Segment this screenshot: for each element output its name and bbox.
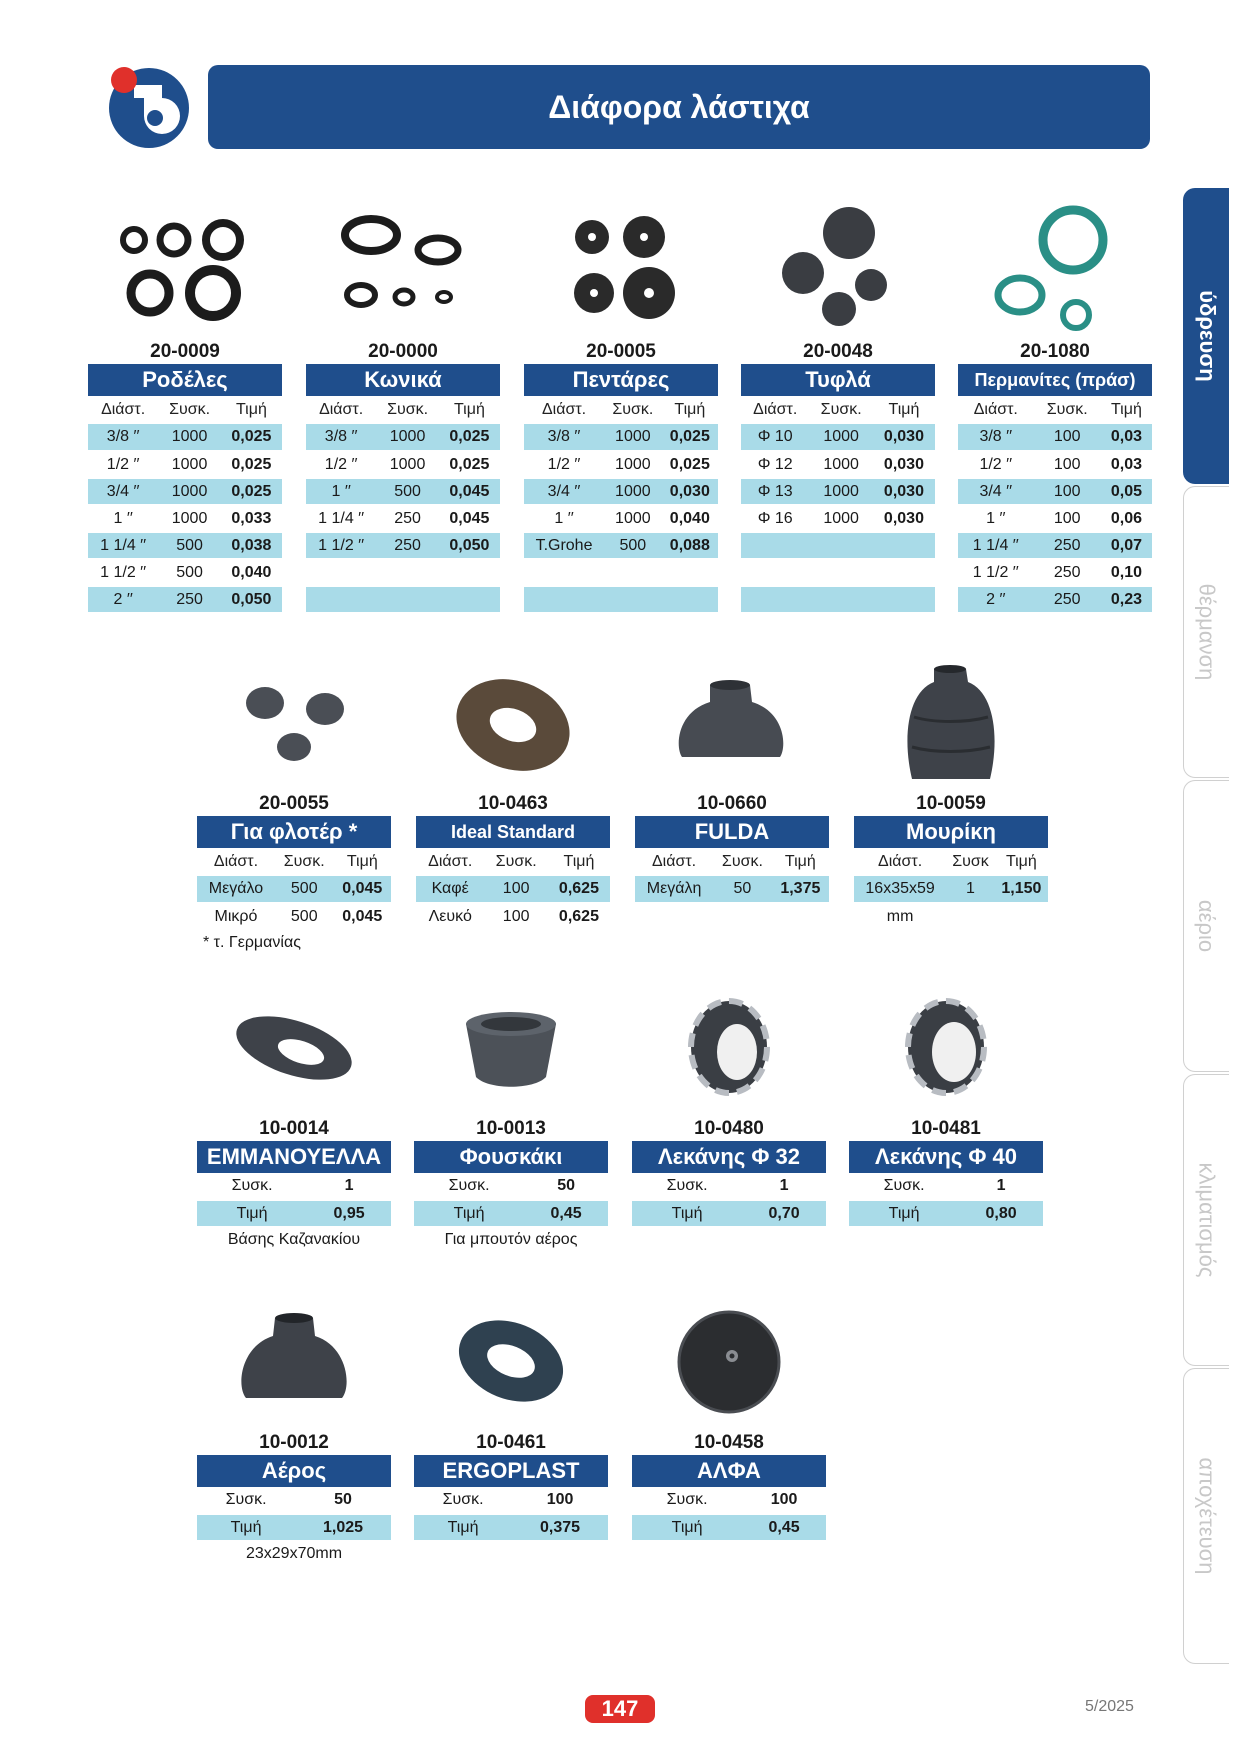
product-card [88, 205, 282, 614]
table-row [524, 586, 718, 613]
tab-klimatismos[interactable]: κλιματισμός [1183, 1074, 1229, 1366]
air-cone-rubber-image [197, 1296, 391, 1431]
page-title: Διάφορα λάστιχα [208, 65, 1150, 149]
table-row: 1 1/4 ′′ 250 0,045 [306, 505, 500, 532]
product-code: 10-0012 [259, 1432, 329, 1453]
blind-discs-image [741, 205, 935, 340]
table-row: Λευκό 100 0,625 [416, 903, 610, 930]
product-card [741, 205, 935, 614]
table-row: Συσκ. 100 [632, 1487, 826, 1514]
table-row: 1 1/4 ′′ 250 0,07 [958, 532, 1152, 559]
brown-ring-gasket-image [416, 657, 610, 792]
product-code: 20-0055 [259, 793, 329, 814]
product-name: Τυφλά [741, 364, 935, 396]
product-code: 10-0458 [694, 1432, 764, 1453]
table-row: Τιμή 0,45 [632, 1514, 826, 1541]
table-row: Συσκ. 50 [197, 1487, 391, 1514]
product-code: 20-0048 [803, 341, 873, 362]
product-name: Μουρίκη [854, 816, 1048, 848]
product-card [632, 982, 826, 1228]
table-row: Τιμή 0,70 [632, 1200, 826, 1227]
product-name: Ideal Standard [416, 816, 610, 848]
table-row: 3/8 ′′ 100 0,03 [958, 424, 1152, 451]
table-row [635, 903, 829, 930]
spec-table: Διάστ. Συσκ. Τιμή Μεγάλη 50 1,375 [635, 848, 829, 931]
table-row [306, 586, 500, 613]
table-row: 3/8 ′′ 1000 0,025 [524, 424, 718, 451]
product-code: 20-0005 [586, 341, 656, 362]
spec-table [849, 1173, 1043, 1228]
spec-table [414, 1173, 608, 1228]
green-fiber-gaskets-image [958, 205, 1152, 340]
product-card [416, 657, 610, 931]
table-row: Συσκ. 1 [849, 1173, 1043, 1200]
tab-ydreusi[interactable]: ύδρευση [1183, 188, 1229, 484]
product-code: 10-0480 [694, 1118, 764, 1139]
product-card [524, 205, 718, 614]
product-card [197, 982, 391, 1249]
table-row: Μεγάλο 500 0,045 [197, 876, 391, 903]
table-row [306, 559, 500, 586]
product-name: ERGOPLAST [414, 1455, 608, 1487]
product-name: Λεκάνης Φ 32 [632, 1141, 826, 1173]
table-row: 16x35x59 1 1,150 [854, 876, 1048, 903]
table-row: 1/2 ′′ 100 0,03 [958, 451, 1152, 478]
table-row: Τιμή 0,95 [197, 1200, 391, 1227]
table-row: 1 ′′ 100 0,06 [958, 505, 1152, 532]
spec-table: Διάστ. Συσκ. Τιμή 3/8 ′′ 1000 0,025 1/2 ′′ 1000 0,025 3/4 ′′ 1000 0,030 1 ′′ 1000 0,040 T.Grohe 500 0,088 [524, 396, 718, 614]
product-name: Ροδέλες [88, 364, 282, 396]
spec-table: Διάστ. Συσκ. Τιμή Μεγάλο 500 0,045 Μικρό 500 0,045 [197, 848, 391, 931]
company-logo-icon [104, 60, 194, 150]
spec-table [88, 396, 282, 614]
table-row [741, 586, 935, 613]
toilet-seal-40-image [849, 982, 1043, 1117]
table-row: 3/8 ′′ 1000 0,025 [306, 424, 500, 451]
tab-aerio[interactable]: αέριο [1183, 780, 1229, 1072]
float-valve-rubbers-image [197, 657, 391, 792]
spec-table [632, 1487, 826, 1542]
table-row: 1 1/2 ′′ 250 0,10 [958, 559, 1152, 586]
product-card [197, 1296, 391, 1563]
spec-table [197, 1173, 391, 1228]
edition-date: 5/2025 [1085, 1698, 1134, 1715]
spec-table: Διάστ. Συσκ. Τιμή Φ 10 1000 0,030 Φ 12 1000 0,030 Φ 13 1000 0,030 Φ 16 1000 0,030 [741, 396, 935, 614]
table-row: Τιμή 0,375 [414, 1514, 608, 1541]
bulb-cap-image [414, 982, 608, 1117]
product-code: 10-0660 [697, 793, 767, 814]
header-size: Διάστ. [101, 401, 146, 418]
table-row: Φ 10 1000 0,030 [741, 424, 935, 451]
spec-table [414, 1487, 608, 1542]
table-row: Συσκ. 1 [632, 1173, 826, 1200]
table-row: Συσκ. 100 [414, 1487, 608, 1514]
product-code: 10-0481 [911, 1118, 981, 1139]
table-row: Τιμή 1,025 [197, 1514, 391, 1541]
table-row: 1/2 ′′ 1000 0,025 [88, 451, 282, 478]
product-name: Για φλοτέρ * [197, 816, 391, 848]
product-code: 20-1080 [1020, 341, 1090, 362]
rubber-cone-image [635, 657, 829, 792]
spec-table: Διάστ. Συσκ Τιμή 16x35x59 1 1,150 mm [854, 848, 1048, 931]
table-row: Φ 16 1000 0,030 [741, 505, 935, 532]
table-row: 1/2 ′′ 1000 0,025 [306, 451, 500, 478]
product-name: ΑΛΦΑ [632, 1455, 826, 1487]
product-card [849, 982, 1043, 1228]
table-row: 1 ′′ 500 0,045 [306, 478, 500, 505]
product-card [958, 205, 1152, 614]
table-row: 1 1/2 ′′ 250 0,050 [306, 532, 500, 559]
table-row: 1/2 ′′ 1000 0,025 [524, 451, 718, 478]
product-code: 10-0059 [916, 793, 986, 814]
header-pack: Συσκ. [169, 401, 211, 418]
table-row: Μεγάλη 50 1,375 [635, 876, 829, 903]
product-note: Για μπουτόν αέρος [444, 1231, 578, 1248]
table-row: Φ 12 1000 0,030 [741, 451, 935, 478]
table-row: mm [854, 903, 1048, 930]
product-name: Αέρος [197, 1455, 391, 1487]
product-card [414, 1296, 608, 1542]
spec-table: Διάστ. Συσκ. Τιμή 3/8 ′′ 1000 0,025 1/2 ′′ 1000 0,025 1 ′′ 500 0,045 1 1/4 ′′ 250 0,045 1 1/2 ′′ 250 0,050 [306, 396, 500, 614]
product-note: Βάσης Καζανακίου [227, 1231, 361, 1248]
table-row: 3/4 ′′ 100 0,05 [958, 478, 1152, 505]
table-row: T.Grohe 500 0,088 [524, 532, 718, 559]
tab-thermansi[interactable]: θέρμανση [1183, 486, 1229, 778]
spec-table [632, 1173, 826, 1228]
product-code: 10-0463 [478, 793, 548, 814]
rubber-bellows-image [854, 657, 1048, 792]
table-row: 3/4 ′′ 1000 0,025 [88, 478, 282, 505]
table-row: Συσκ. 50 [414, 1173, 608, 1200]
product-card [854, 657, 1048, 931]
product-card [414, 982, 608, 1249]
tab-apoxeteusi[interactable]: αποχέτευση [1183, 1368, 1229, 1664]
table-row: 1 ′′ 1000 0,040 [524, 505, 718, 532]
table-row: 3/4 ′′ 1000 0,030 [524, 478, 718, 505]
product-card [632, 1296, 826, 1542]
toilet-seal-32-image [632, 982, 826, 1117]
table-row: Συσκ. 1 [197, 1173, 391, 1200]
table-row: Μικρό 500 0,045 [197, 903, 391, 930]
spec-table: Διάστ. Συσκ. Τιμή 3/8 ′′ 100 0,03 1/2 ′′ 100 0,03 3/4 ′′ 100 0,05 1 ′′ 100 0,06 1 1/4 ′′ 250 0,07 1 1/2 ′′ 250 0,10 2 ′′ 250 0,23 [958, 396, 1152, 614]
conical-gaskets-image [306, 205, 500, 340]
o-ring-washers-image [88, 205, 282, 340]
product-card [635, 657, 829, 931]
round-plug-image [632, 1296, 826, 1431]
table-row: Φ 13 1000 0,030 [741, 478, 935, 505]
spec-table: Διάστ. Συσκ. Τιμή Καφέ 100 0,625 Λευκό 100 0,625 [416, 848, 610, 931]
table-row: 2 ′′ 250 0,050 [88, 586, 282, 613]
product-name: Κωνικά [306, 364, 500, 396]
spec-table [197, 1487, 391, 1542]
page-number: 147 [585, 1695, 655, 1723]
product-name: Περμανίτες (πράσ) [958, 364, 1152, 396]
table-row: 1 ′′ 1000 0,033 [88, 505, 282, 532]
product-code: 10-0013 [476, 1118, 546, 1139]
product-code: 20-0000 [368, 341, 438, 362]
flat-ring-washer-image [414, 1296, 608, 1431]
product-name: Λεκάνης Φ 40 [849, 1141, 1043, 1173]
cistern-base-gasket-image [197, 982, 391, 1117]
table-row [741, 559, 935, 586]
product-note: 23x29x70mm [245, 1545, 343, 1562]
header-price: Τιμή [235, 401, 267, 418]
product-name: FULDA [635, 816, 829, 848]
table-row: 1 1/2 ′′ 500 0,040 [88, 559, 282, 586]
table-row: Τιμή 0,80 [849, 1200, 1043, 1227]
table-row: 2 ′′ 250 0,23 [958, 586, 1152, 613]
product-card [306, 205, 500, 614]
product-code: 10-0014 [259, 1118, 329, 1139]
product-code: 20-0009 [150, 341, 220, 362]
product-name: Φουσκάκι [414, 1141, 608, 1173]
table-row: 1 1/4 ′′ 500 0,038 [88, 532, 282, 559]
table-row: Τιμή 0,45 [414, 1200, 608, 1227]
flat-washers-image [524, 205, 718, 340]
table-row: 3/8 ′′ 1000 0,025 [88, 424, 282, 451]
product-card [197, 657, 391, 952]
product-name: Πεντάρες [524, 364, 718, 396]
table-row [741, 532, 935, 559]
table-row: Καφέ 100 0,625 [416, 876, 610, 903]
table-row [524, 559, 718, 586]
product-name: ΕΜΜΑΝΟΥΕΛΛΑ [197, 1141, 391, 1173]
product-note: * τ. Γερμανίας [203, 934, 301, 951]
product-code: 10-0461 [476, 1432, 546, 1453]
